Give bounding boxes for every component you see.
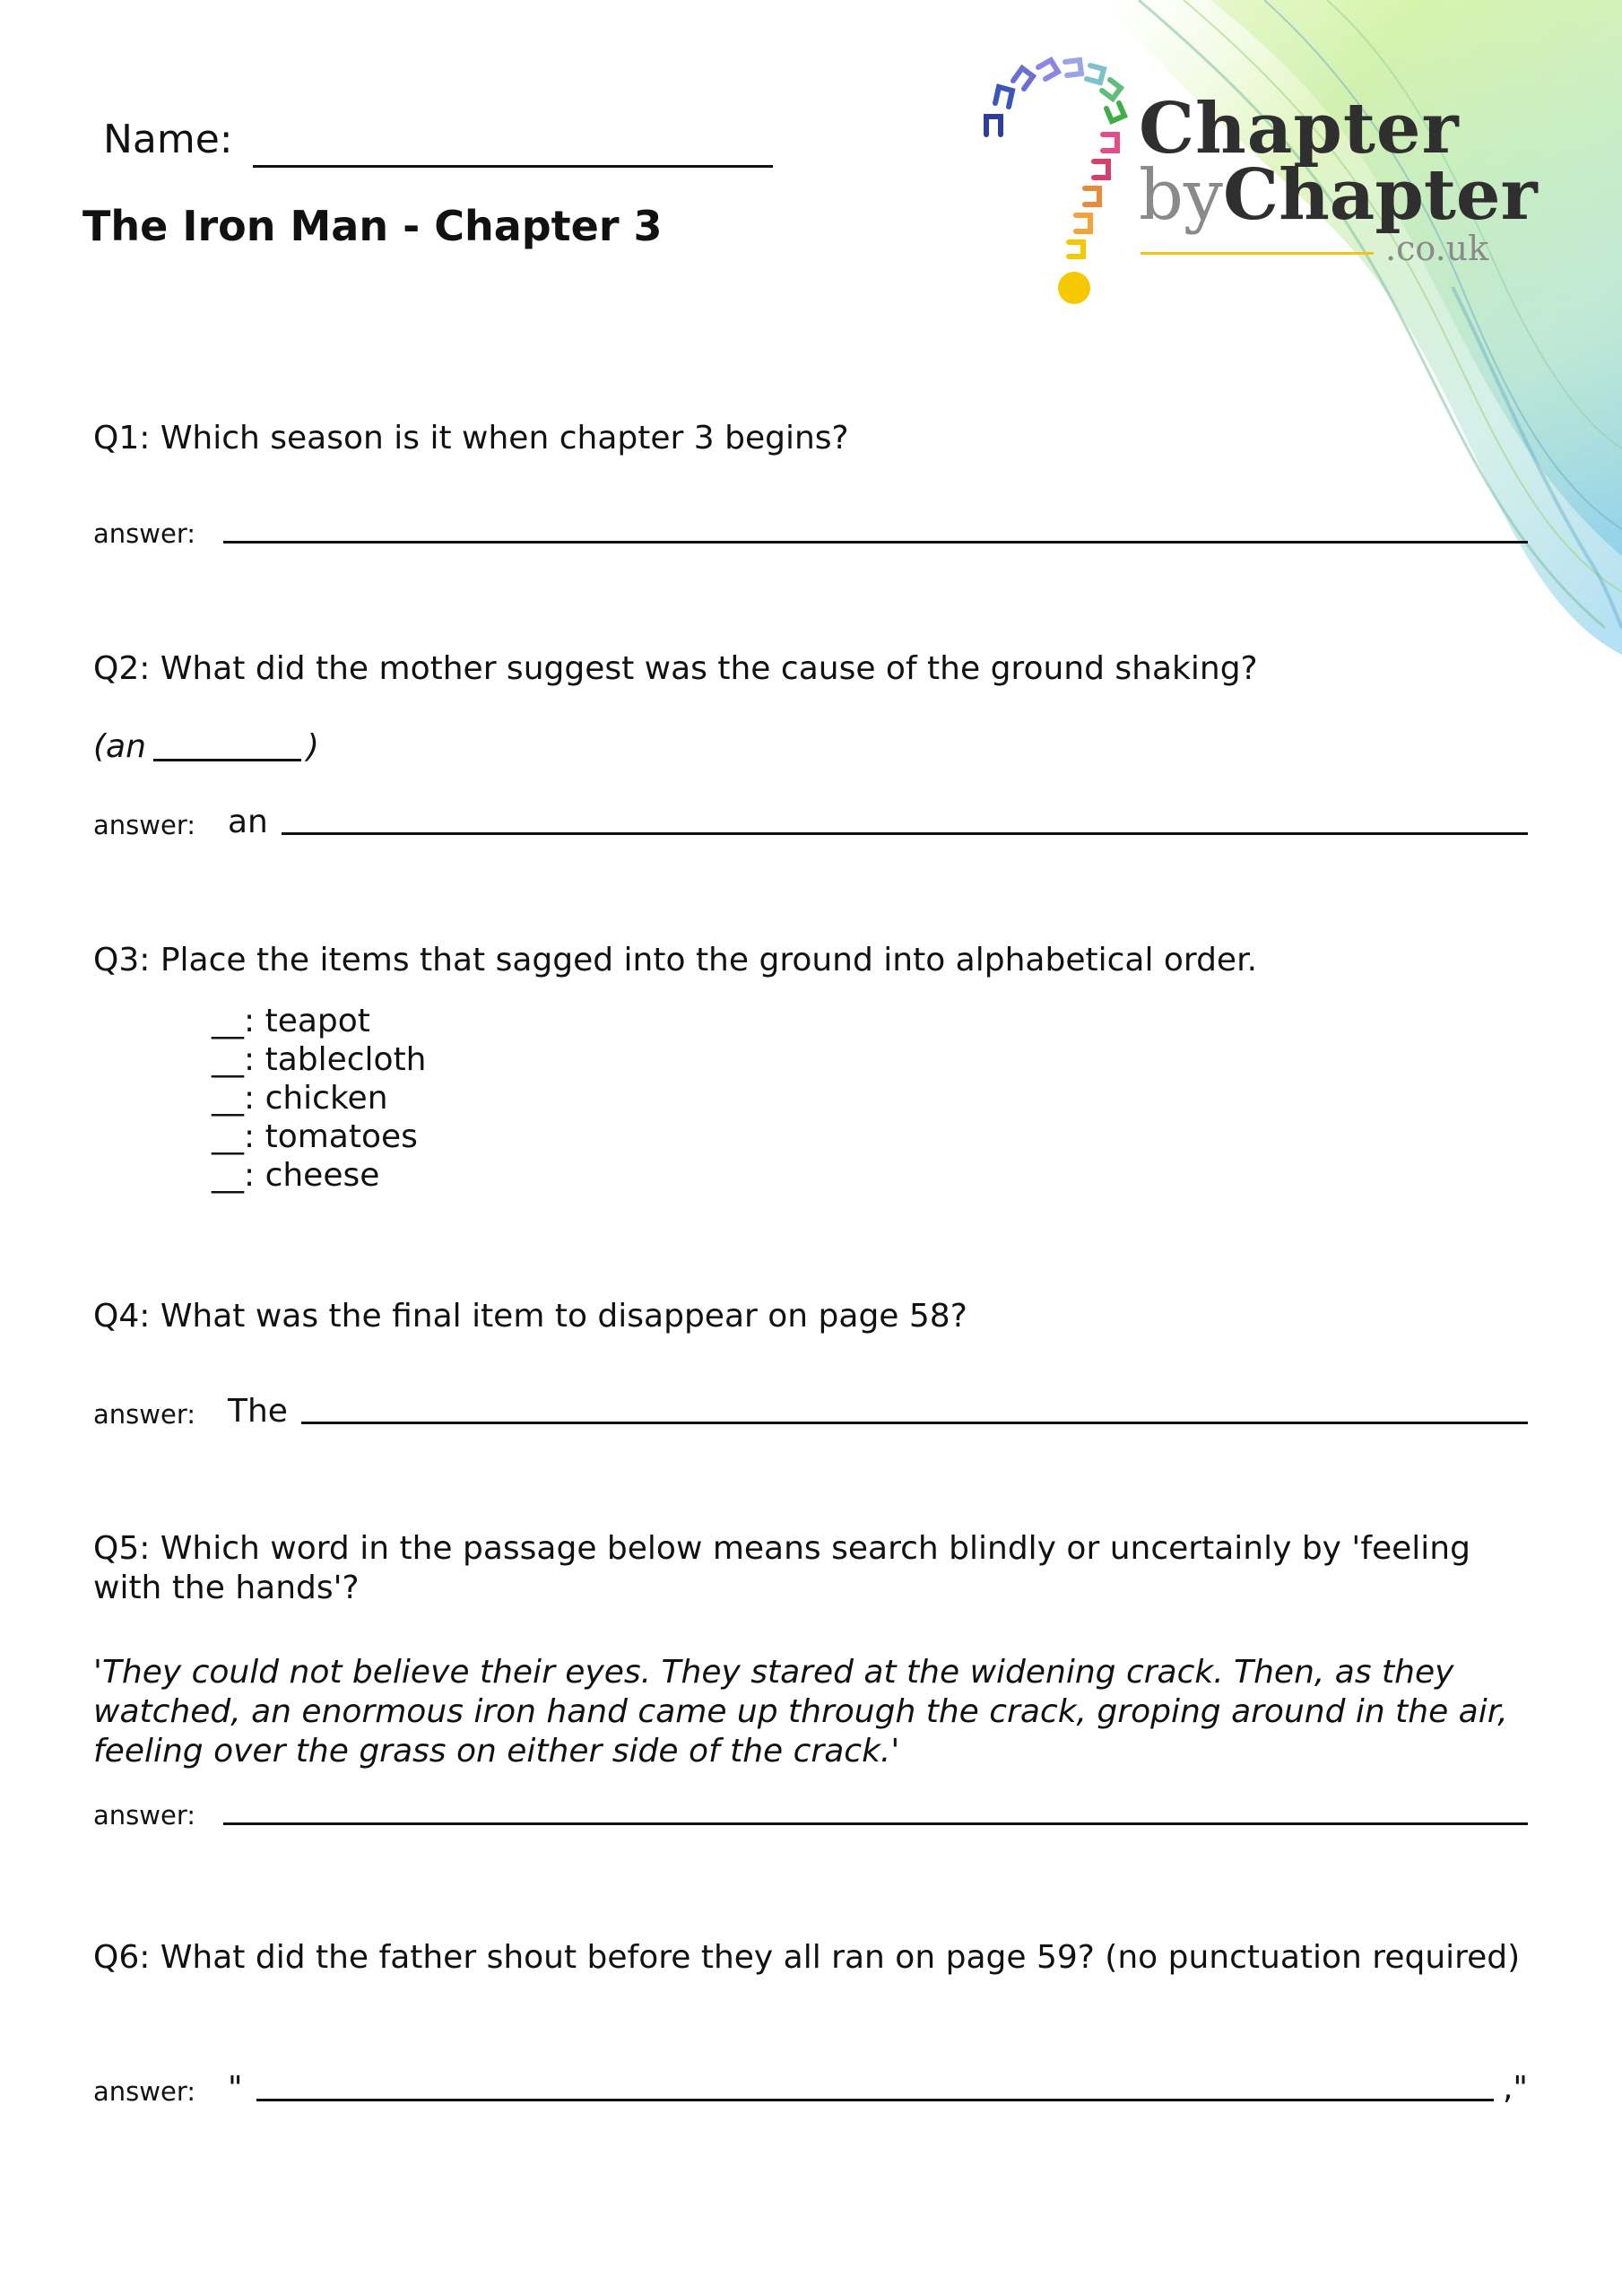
- list-item[interactable]: __: cheese: [212, 1157, 380, 1194]
- order-list: [212, 1002, 427, 1195]
- logo-domain: .co.uk: [1385, 229, 1489, 268]
- answer-label: answer:: [93, 518, 196, 549]
- logo-chapter: Chapter: [1223, 154, 1538, 236]
- chapter-by-chapter-logo: [968, 49, 1542, 318]
- question-6: Q6: What did the father shout before they all ran on page 59? (no punctuation required): [93, 1939, 1521, 1976]
- answer-suffix-q6: ,": [1502, 2070, 1528, 2107]
- answer-prefix-q6: ": [228, 2070, 243, 2107]
- q2-hint-blank: [153, 728, 301, 761]
- question-3: Q3: Place the items that sagged into the ground into alphabetical order.: [93, 942, 1258, 978]
- answer-row-q4: [93, 1393, 1528, 1430]
- name-field-row: [103, 117, 773, 162]
- answer-line-q1[interactable]: [223, 514, 1528, 544]
- question-1: Q1: Which season is it when chapter 3 begins?: [93, 420, 849, 457]
- logo-by: by: [1139, 155, 1223, 236]
- q2-hint-close: ): [306, 728, 319, 765]
- logo-underline: [1141, 252, 1374, 255]
- answer-row-q1: [93, 518, 1528, 549]
- answer-line-q5[interactable]: [223, 1796, 1528, 1825]
- answer-label: answer:: [93, 2076, 196, 2107]
- answer-line-q2[interactable]: [282, 805, 1528, 835]
- answer-row-q5: [93, 1800, 1528, 1831]
- name-label: Name:: [103, 117, 233, 162]
- page-title: The Iron Man - Chapter 3: [82, 202, 663, 250]
- q2-hint-open: (an: [93, 728, 146, 765]
- list-item[interactable]: __: chicken: [212, 1080, 388, 1117]
- logo-line-bychapter: [1139, 154, 1538, 236]
- answer-label: answer:: [93, 810, 196, 840]
- book-arch-icon: [968, 49, 1139, 318]
- answer-line-q6[interactable]: [256, 2072, 1494, 2101]
- logo-line-chapter: Chapter: [1139, 88, 1460, 170]
- question-4: Q4: What was the final item to disappear on page 58?: [93, 1298, 967, 1335]
- answer-row-q6: [93, 2070, 1528, 2107]
- name-input-line[interactable]: [253, 129, 773, 168]
- list-item[interactable]: __: teapot: [212, 1003, 370, 1039]
- question-5: Q5: Which word in the passage below means search blindly or uncertainly by 'feeling with the hands'?: [93, 1530, 1470, 1606]
- list-item[interactable]: __: tomatoes: [212, 1118, 418, 1155]
- answer-row-q2: [93, 804, 1528, 840]
- answer-label: answer:: [93, 1800, 196, 1831]
- answer-label: answer:: [93, 1399, 196, 1430]
- answer-line-q4[interactable]: [301, 1395, 1528, 1424]
- list-item[interactable]: __: tablecloth: [212, 1041, 427, 1078]
- answer-prefix-q4: The: [228, 1393, 288, 1430]
- q2-hint: [93, 728, 319, 765]
- answer-prefix-q2: an: [228, 804, 268, 840]
- q5-passage: 'They could not believe their eyes. They stared at the widening crack. Then, as they watched, an enormous iron hand came up through the crack, groping around in the air, feeling over the grass on either side of the crack.': [93, 1654, 1508, 1770]
- logo-wordmark: [1139, 88, 1538, 236]
- question-2: Q2: What did the mother suggest was the cause of the ground shaking?: [93, 650, 1258, 687]
